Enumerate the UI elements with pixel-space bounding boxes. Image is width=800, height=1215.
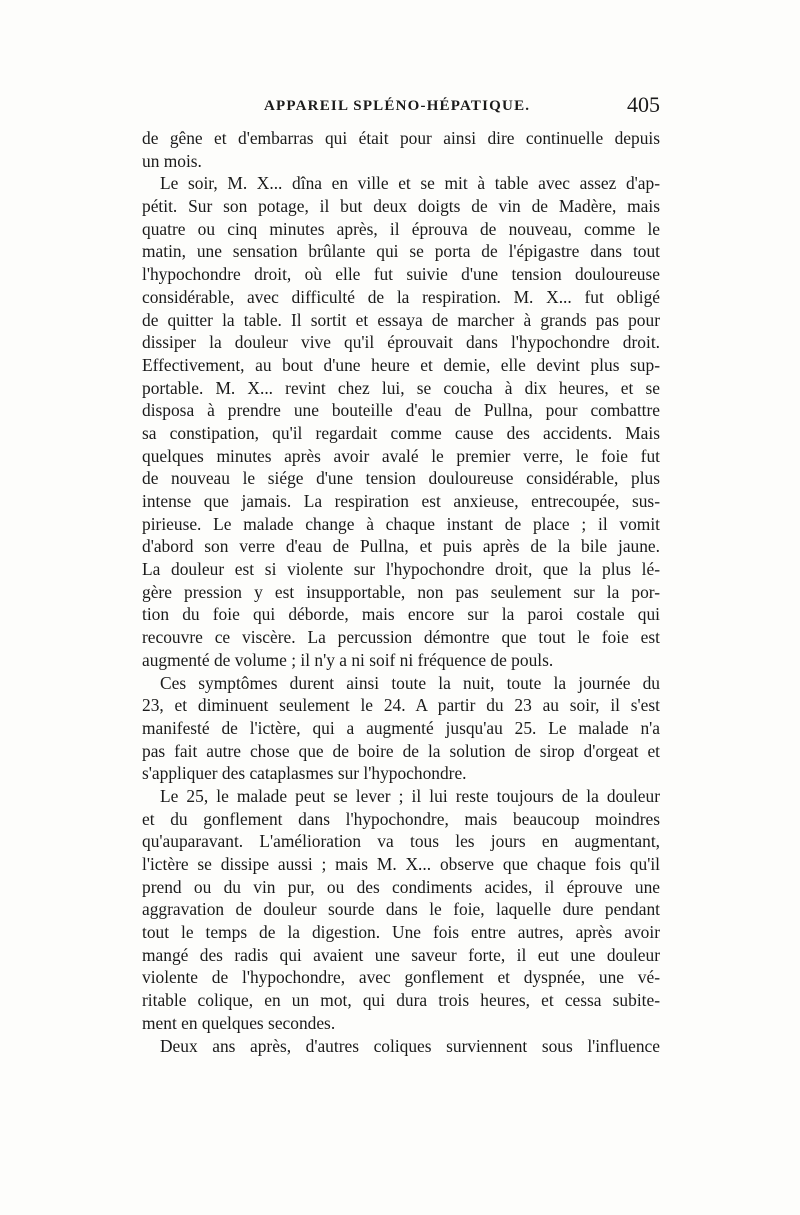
text-line: Ces symptômes durent ainsi toute la nuit, toute la journée du bbox=[160, 672, 660, 693]
text-line: tion du foie qui déborde, mais encore sur la paroi costale qui bbox=[142, 604, 660, 625]
text-line: Deux ans après, d'autres coliques surviennent sous l'influence bbox=[160, 1035, 660, 1056]
text-line: intense que jamais. La respiration est anxieuse, entrecoupée, sus- bbox=[142, 491, 660, 511]
text-line: La douleur est si violente sur l'hypochondre droit, que la plus lé- bbox=[142, 559, 660, 580]
text-line: Le 25, le malade peut se lever ; il lui reste toujours de la douleur bbox=[160, 785, 660, 806]
text-line: considérable, avec difficulté de la respiration. M. X... fut obligé bbox=[142, 286, 660, 307]
text-line: gère pression y est insupportable, non pas seulement sur la por- bbox=[142, 581, 660, 602]
text-line: prend ou du vin pur, ou des condiments acides, il éprouve une bbox=[142, 876, 660, 897]
text-line: sa constipation, qu'il regardait comme cause des accidents. Mais bbox=[142, 422, 660, 443]
text-line: pétit. Sur son potage, il but deux doigts de vin de Madère, mais bbox=[142, 196, 660, 217]
text-line: quelques minutes après avoir avalé le premier verre, le foie fut bbox=[142, 445, 660, 466]
text-line: mangé des radis qui avaient une saveur forte, il eut une douleur bbox=[142, 944, 660, 965]
page-number: 405 bbox=[627, 92, 660, 117]
text-line: augmenté de volume ; il n'y a ni soif ni fréquence de pouls. bbox=[142, 649, 554, 670]
text-line: et du gonflement dans l'hypochondre, mais beaucoup moindres bbox=[142, 808, 660, 829]
text-line: 23, et diminuent seulement le 24. A partir du 23 au soir, il s'est bbox=[142, 695, 660, 716]
text-line: de nouveau le siége d'une tension douloureuse considérable, plus bbox=[142, 468, 660, 489]
text-line: aggravation de douleur sourde dans le foie, laquelle dure pendant bbox=[142, 899, 660, 920]
text-line: un mois. bbox=[142, 150, 202, 171]
text-line: l'hypochondre droit, où elle fut suivie d'une tension douloureuse bbox=[142, 264, 660, 285]
text-line: quatre ou cinq minutes après, il éprouva de nouveau, comme le bbox=[142, 218, 660, 239]
text-line: l'ictère se dissipe aussi ; mais M. X... observe que chaque fois qu'il bbox=[142, 854, 660, 874]
text-line: pas fait autre chose que de boire de la solution de sirop d'orgeat et bbox=[142, 740, 660, 761]
text-line: manifesté de l'ictère, qui a augmenté jusqu'au 25. Le malade n'a bbox=[142, 717, 660, 738]
text-line: Effectivement, au bout d'une heure et demie, elle devint plus sup- bbox=[142, 354, 660, 375]
text-line: disposa à prendre une bouteille d'eau de Pullna, pour combattre bbox=[142, 400, 660, 421]
text-line: violente de l'hypochondre, avec gonflement et dyspnée, une vé- bbox=[142, 967, 660, 988]
running-title: APPAREIL SPLÉNO-HÉPATIQUE. bbox=[264, 98, 531, 114]
text-line: pirieuse. Le malade change à chaque instant de place ; il vomit bbox=[142, 513, 660, 534]
text-line: de gêne et d'embarras qui était pour ainsi dire continuelle depuis bbox=[142, 128, 660, 148]
body-text bbox=[142, 127, 660, 1057]
text-line: portable. M. X... revint chez lui, se coucha à dix heures, et se bbox=[142, 377, 660, 398]
text-line: recouvre ce viscère. La percussion démontre que tout le foie est bbox=[142, 627, 660, 648]
text-line: d'abord son verre d'eau de Pullna, et puis après de la bile jaune. bbox=[142, 536, 660, 557]
text-line: qu'auparavant. L'amélioration va tous les jours en augmentant, bbox=[142, 831, 660, 852]
text-line: de quitter la table. Il sortit et essaya de marcher à grands pas pour bbox=[142, 309, 660, 330]
text-line: ritable colique, en un mot, qui dura trois heures, et cessa subite- bbox=[142, 990, 660, 1011]
text-line: s'appliquer des cataplasmes sur l'hypochondre. bbox=[142, 763, 467, 784]
text-line: ment en quelques secondes. bbox=[142, 1012, 336, 1033]
text-line: Le soir, M. X... dîna en ville et se mit à table avec assez d'ap- bbox=[160, 173, 660, 194]
text-line: dissiper la douleur vive qu'il éprouvait dans l'hypochondre droit. bbox=[142, 332, 660, 353]
text-line: tout le temps de la digestion. Une fois entre autres, après avoir bbox=[142, 922, 660, 943]
page-header bbox=[142, 92, 660, 122]
text-line: matin, une sensation brûlante qui se porta de l'épigastre dans tout bbox=[142, 241, 660, 262]
